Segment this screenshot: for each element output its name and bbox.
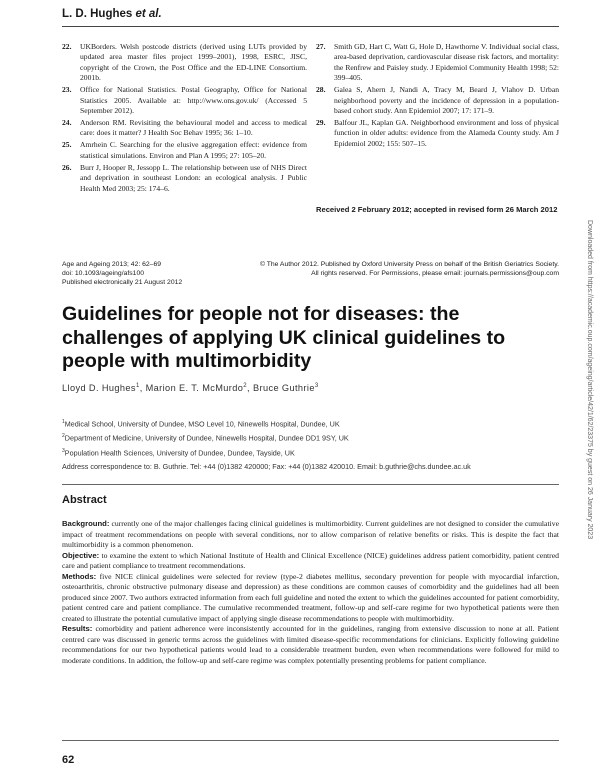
abstract-results-label: Results:	[62, 624, 93, 633]
reference-number: 22.	[62, 42, 72, 51]
correspondence-address: Address correspondence to: B. Guthrie. Tel: +44 (0)1382 420000; Fax: +44 (0)1382 420010. Email: b.guthrie@chs.dundee.ac.uk	[62, 462, 471, 471]
copyright-block	[200, 260, 559, 278]
reference-number: 29.	[316, 118, 326, 128]
download-side-note-text[interactable]: Downloaded from https://academic.oup.com/ageing/article/42/1/62/23375 by guest on 26 January 2023	[586, 220, 593, 540]
affiliation-mark: 1	[62, 419, 65, 425]
rights-line[interactable]: All rights reserved. For Permissions, please email: journals.permissions@oup.com	[311, 270, 559, 278]
author-name: Lloyd D. Hughes	[62, 383, 136, 394]
affiliation-text: Department of Medicine, University of Dundee, Ninewells Hospital, Dundee DD1 9SY, UK	[64, 433, 349, 443]
reference-text: Burr J, Hooper R, Jessopp L. The relationship between use of NHS Direct and deprivation in southeast London: an ecological analysis. J Public Health Med 2003; 25: 174–6.	[80, 162, 307, 193]
abstract-heading: Abstract	[62, 494, 107, 506]
reference-item	[316, 118, 559, 149]
abstract-results	[62, 624, 559, 666]
reference-text: Smith GD, Hart C, Watt G, Hole D, Hawthorne V. Individual social class, area-based deprivation, cardiovascular disease risk factors, and mortality: the Renfrew and Paisley study. J Epidemiol Community Health 1998; 52: 399–405.	[334, 42, 559, 83]
abstract-bottom-rule	[62, 740, 559, 741]
abstract-objective	[62, 551, 559, 572]
affiliation-text: Medical School, University of Dundee, MSO Level 10, Ninewells Hospital, Dundee, UK	[64, 419, 340, 429]
reference-number: 25.	[62, 140, 72, 150]
affiliation-mark: 3	[62, 447, 65, 454]
reference-number: 24.	[62, 118, 72, 128]
reference-number: 28.	[316, 85, 326, 95]
download-side-note	[583, 220, 593, 600]
abstract-body	[62, 519, 559, 666]
running-head-author: L. D. Hughes	[62, 8, 133, 20]
affiliation-text: Population Health Sciences, University of Dundee, Dundee, Tayside, UK	[64, 448, 295, 458]
reference-text: Anderson RM. Revisiting the behavioural model and access to medical care: does it matter? J Health Soc Behav 1995; 36: 1–10.	[80, 118, 307, 138]
author-affiliation-mark: 3	[314, 383, 319, 389]
abstract-methods-label: Methods:	[62, 571, 97, 581]
journal-published: Published electronically 21 August 2012	[62, 279, 183, 287]
author-affiliation-mark: 1	[135, 383, 140, 389]
received-note: Received 2 February 2012; accepted in revised form 26 March 2012	[316, 205, 558, 214]
reference-number: 27.	[316, 42, 326, 51]
abstract-background-text: currently one of the major challenges facing clinical guidelines is multimorbidity. Current guidelines are not designed to consider the cumulative impact of treatment recommendations on people with several conditions, nor to allow comparison of relative benefits or risks. This is despite the fact that multimorbidity is a common phenomenon.	[62, 519, 559, 549]
reference-text: Balfour JL, Kaplan GA. Neighborhood environment and loss of physical function in older adults: evidence from the Alameda County study. Am J Epidemiol 2002; 155: 507–15.	[334, 118, 559, 148]
abstract-background-label: Background:	[62, 519, 110, 528]
copyright-line: © The Author 2012. Published by Oxford University Press on behalf of the British Geriatrics Society.	[259, 261, 559, 268]
running-head	[62, 8, 162, 20]
abstract-top-rule	[62, 484, 559, 485]
author-name: Bruce Guthrie	[252, 383, 315, 394]
reference-item	[316, 42, 559, 84]
affiliation-mark: 2	[62, 433, 65, 440]
reference-item	[62, 140, 307, 161]
journal-doi[interactable]: doi: 10.1093/ageing/afs100	[62, 270, 145, 278]
abstract-objective-text: to examine the extent to which National Institute of Health and Clinical Excellence (NICE) guidelines address patient comorbidity, patient centred care and patient compliance to treatment recommendations.	[62, 550, 559, 570]
reference-number: 23.	[62, 85, 72, 95]
affiliations	[62, 416, 559, 459]
running-head-etal: et al.	[135, 8, 162, 20]
affiliation-item	[62, 416, 559, 430]
reference-item	[62, 118, 307, 139]
affiliation-item	[62, 445, 559, 459]
author-name: Marion E. T. McMurdo	[145, 383, 244, 394]
journal-citation: Age and Ageing 2013; 42: 62–69	[62, 261, 162, 268]
author-list: Lloyd D. Hughes$^1$, Marion E. T. McMurdo$^2$, Bruce Guthrie$^3$	[62, 383, 319, 394]
reference-text: Amrhein C. Searching for the elusive aggregation effect: evidence from statistical simulations. Environ and Plan A 1995; 27: 105–20.	[80, 140, 307, 160]
abstract-results-text: comorbidity and patient adherence were inconsistently accounted for in the guidelines, ranging from extensive discussion to none at all. Patient centred care was discussed in generic terms across the guidelines with limited disease-specific recommendations for clinicians. Explicitly following guideline recommendations for our two hypothetical patients would lead to a considerable treatment burden, even when recommendations were followed for mild to moderate conditions. In addition, the follow-up and self-care regime was complex potentially presenting problems for patient compliance.	[62, 624, 559, 665]
abstract-methods-text: five NICE clinical guidelines were selected for review (type-2 diabetes mellitus, secondary prevention for people with myocardial infarction, osteoarthritis, chronic obstructive pulmonary disease and depression) as these conditions are common causes of comorbidity and the guidelines had all been produced since 2007. Two authors extracted information from each full guideline and noted the extent to which the guidelines accounted for patient comorbidity, patient centred care and patient compliance. The cumulative recommended treatment, follow-up and self-care regime for two hypothetical patients were then created to illustrate the potential cumulative impact of applying single disease recommendations to people with multimorbidity.	[62, 571, 559, 623]
author-affiliation-mark: 2	[243, 383, 248, 389]
abstract-methods	[62, 572, 559, 625]
article-title: Guidelines for people not for diseases: the challenges of applying UK clinical guidelines to people with multimorbidity	[62, 303, 506, 372]
reference-item	[62, 85, 307, 116]
reference-text: UKBorders. Welsh postcode districts (derived using LUTs provided by updated area master files project 1999–2001), 1998, ESRC, JISC, copyright of the Crown, the Post Office and the ED-LINE Consortium. 2001b.	[80, 42, 307, 83]
abstract-objective-label: Objective:	[62, 550, 100, 560]
references-left-column	[62, 42, 307, 196]
reference-text[interactable]: Office for National Statistics. Postal Geography, Office for National Statistics 2005. Available at: http://www.ons.gov.uk/ (Accessed 5 September 2012).	[80, 85, 307, 116]
reference-text: Galea S, Ahern J, Nandi A, Tracy M, Beard J, Vlahov D. Urban neighborhood poverty and the incidence of depression in a population-based cohort study. Ann Epidemiol 2007; 17: 171–9.	[334, 85, 559, 116]
header-rule	[62, 26, 559, 27]
reference-number: 26.	[62, 162, 72, 172]
affiliation-item	[62, 430, 559, 444]
reference-item	[62, 163, 307, 194]
abstract-background	[62, 519, 559, 551]
reference-item	[62, 42, 307, 84]
reference-item	[316, 85, 559, 116]
page-number: 62	[62, 754, 75, 766]
references-right-column	[316, 42, 559, 151]
